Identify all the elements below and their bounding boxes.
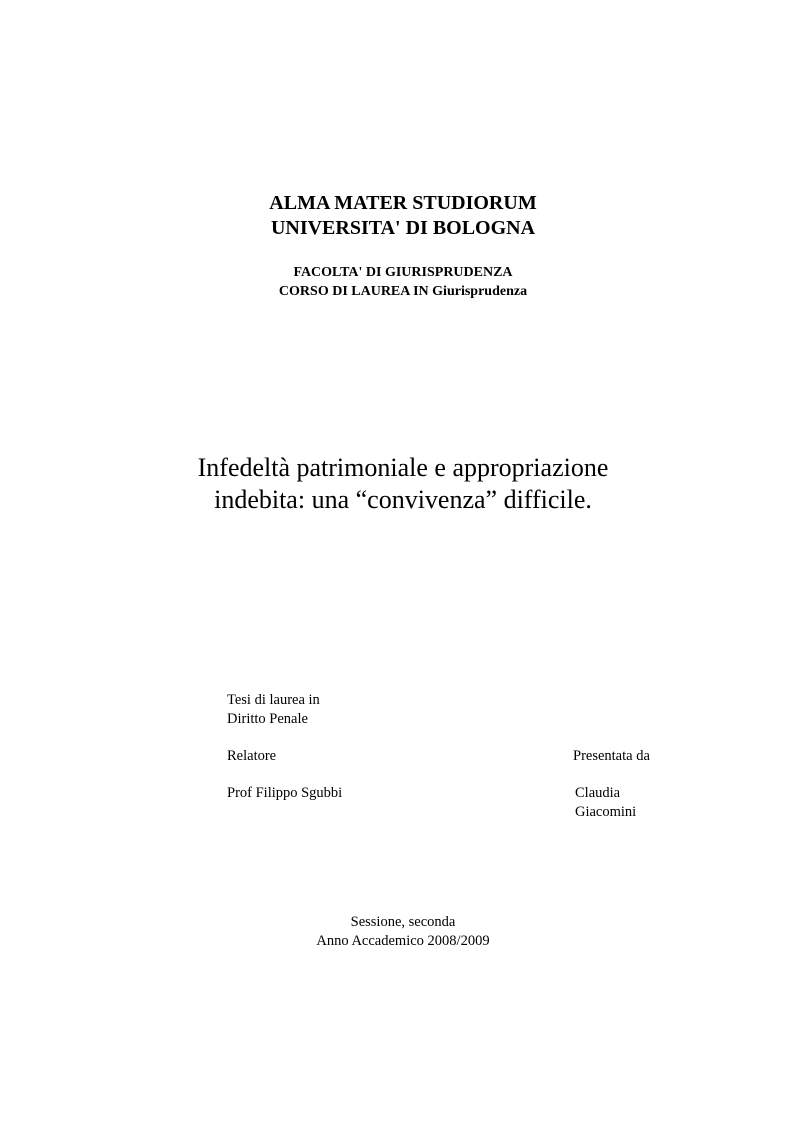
thesis-title xyxy=(0,452,794,516)
thesis-title-line-2: indebita: una “convivenza” difficile. xyxy=(214,485,592,514)
thesis-discipline: Diritto Penale xyxy=(227,711,308,727)
thesis-subject xyxy=(227,691,320,729)
faculty-line: FACOLTA' DI GIURISPRUDENZA xyxy=(293,265,513,280)
faculty-heading xyxy=(0,263,794,301)
academic-year-line: Anno Accademico 2008/2009 xyxy=(316,933,490,949)
degree-course-line: CORSO DI LAUREA IN Giurisprudenza xyxy=(278,284,528,299)
session-info xyxy=(0,913,794,951)
candidate-first-name: Claudia xyxy=(575,785,621,801)
university-heading xyxy=(0,191,794,241)
supervisor-name: Prof Filippo Sgubbi xyxy=(227,785,343,801)
session-line: Sessione, seconda xyxy=(350,914,456,930)
university-line-1: ALMA MATER STUDIORUM xyxy=(269,192,537,214)
university-line-2: UNIVERSITA' DI BOLOGNA xyxy=(270,217,536,239)
thesis-title-line-1: Infedeltà patrimoniale e appropriazione xyxy=(197,453,609,482)
supervisor-label: Relatore xyxy=(227,748,277,764)
candidate-label: Presentata da xyxy=(573,748,650,764)
candidate-last-name: Giacomini xyxy=(575,804,637,820)
candidate-name xyxy=(575,784,636,822)
thesis-type: Tesi di laurea in xyxy=(227,692,320,708)
